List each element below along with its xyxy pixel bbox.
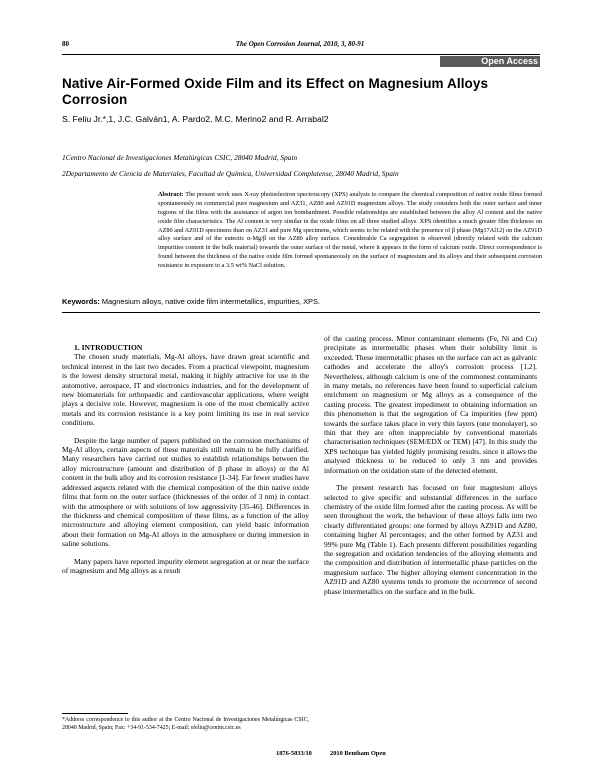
keywords-text: Magnesium alloys, native oxide film intermetallics, impurities, XPS. <box>101 297 320 306</box>
paragraph: The chosen study materials, Mg-Al alloys, have drawn great scientific and technical interest in the last two decades. From a practical viewpoint, magnesium is the lowest density structural metal, making it highly attractive for use in the automotive, aerospace, IT and electronics industries, and for the development of new biomaterials for orthopaedic and cardiovascular applications, where weight plays a decisive role. However, magnesium is one of the most chemically active metals and its corrosion resistance is a key point limiting its use in real service conditions. <box>62 352 309 428</box>
paragraph: Despite the large number of papers published on the corrosion mechanisms of Mg-Al alloys, certain aspects of these materials still remain to be fully clarified. Many researchers have carried out studies to establish relationships between the alloy microstructure (amount and distribution of β phase in alloys) or the Al content in the bulk alloy and its corrosion resistance [1-34]. Far fewer studies have addressed aspects related with the chemical composition of the thin native oxide films that form on the outer surface (thicknesses of the order of 3 nm) in contact with the atmosphere or with solutions of low aggressivity [35-46]. Differences in the thickness and chemical composition of these films, as a function of the alloy microstructure and alloying element composition, can yield basic information about their formation on Mg-Al alloys in the atmosphere or during immersion in saline solutions. <box>62 435 309 549</box>
journal-name: The Open Corrosion Journal, <box>235 40 322 48</box>
right-column <box>324 334 537 596</box>
keywords-rule <box>62 312 540 313</box>
paragraph: of the casting process. Minor contaminant elements (Fe, Ni and Cu) precipitate as intermetallic phases when their solubility limit is exceeded. These intermetallic phases on the surface can act as galvanic cathodes and accelerate the alloy's corrosion process [1,2]. Nevertheless, although calcium is one of the commonest contaminants in many metals, no references have been found to superficial calcium enrichment on magnesium or Mg alloys as a consequence of the casting process. The greatest impediment to obtaining information on this phenomenon is that the segregation of Ca impurities (few ppm) towards the surface takes place in very thin layers (one monolayer), so thin that they are often inappreciable by conventional materials characterisation techniques (SEM/EDX or TEM) [47]. In this study the XPS technique has yielded highly promising results, since it allows the analysed thickness to be reduced to only 3 nm and provides information on the oxidation state of the detected element. <box>324 334 537 475</box>
author-list: S. Feliu Jr.*,1, J.C. Galván1, A. Pardo2, M.C. Merino2 and R. Arrabal2 <box>62 114 329 124</box>
publisher-line: 2010 Bentham Open <box>330 750 386 757</box>
keywords-label: Keywords: <box>62 297 100 306</box>
footnote-rule <box>62 713 128 714</box>
abstract-text: The present work uses X-ray photoelectron spectroscopy (XPS) analysis to compare the chemical composition of native oxide films formed spontaneously on commercial pure magnesium and AZ31, AZ80 and AZ91D magnesium alloys. The study considers both the outer surface and inner regions of the films with the assistance of argon ion bombardment. Possible relationships are established between the alloy Al content and the native oxide film characteristics. The Al content is very similar in the oxide films on all three studied alloys. XPS identifies a much greater film thickness on AZ80 and AZ91D specimens than on AZ31 and pure Mg specimens, which seems to be related with the presence of β phase (Mg17Al12) on the AZ91D alloy surface and of the eutectic α-Mg/β on the AZ80 alloy surface. Considerable Ca segregation is observed (directly related with the calcium impurities content in the bulk material) towards the outer surface of the metal, where it appears in the form of calcium oxide. Direct correspondence is found between the thickness of the native oxide film formed spontaneously on the surface of magnesium and its alloys and their subsequent corrosion resistance in exposure to a 3.5 wt% NaCl solution. <box>158 191 542 269</box>
issn: 1876-5033/10 <box>276 750 312 757</box>
page-number: 80 <box>62 40 69 48</box>
abstract-label: Abstract: <box>158 191 184 198</box>
abstract <box>158 191 542 271</box>
affiliation-2: 2Departamento de Ciencia de Materiales, Facultad de Química, Universidad Complutense, 28040 Madrid, Spain <box>62 169 399 178</box>
journal-header <box>0 40 600 48</box>
open-access-badge: Open Access <box>440 56 540 67</box>
paragraph: The present research has focused on four magnesium alloys selected to give specific and substantial differences in the surface chemistry of the oxide film formed after the casting process. As will be seen throughout the work, the behaviour of these alloys falls into two clearly differentiated groups: one formed by alloys AZ91D and AZ80, containing higher Al percentages; and the other formed by AZ31 and 99% pure Mg (Table 1). Each presents different possibilities regarding the segregation and oxidation tendencies of the alloying elements and the composition and distribution of intermetallic phase particles on the magnesium surface. The higher alloying element concentration in the AZ91D and AZ80 systems tends to promote the occurrence of second phase intermetallics on the surface and in the bulk. <box>324 483 537 596</box>
correspondence-footnote: *Address correspondence to this author at the Centro Nacional de Investigaciones Metalúrgicas CSIC, 28040 Madrid, Spain; Fax: +34-91-534-7425; E-mail: sfeliu@cenim.csic.es <box>62 717 309 731</box>
header-rule <box>62 54 540 55</box>
paragraph: Many papers have reported impurity element segregation at or near the surface of magnesium and Mg alloys as a result <box>62 556 309 575</box>
left-column <box>62 343 309 575</box>
keywords <box>62 297 540 306</box>
section-heading: 1. INTRODUCTION <box>74 343 143 352</box>
affiliation-1: 1Centro Nacional de Investigaciones Metalúrgicas CSIC, 28040 Madrid, Spain <box>62 153 298 162</box>
volume-info: 2010, 3, 80-91 <box>323 40 365 48</box>
paper-title: Native Air-Formed Oxide Film and its Effect on Magnesium Alloys Corrosion <box>62 76 489 107</box>
